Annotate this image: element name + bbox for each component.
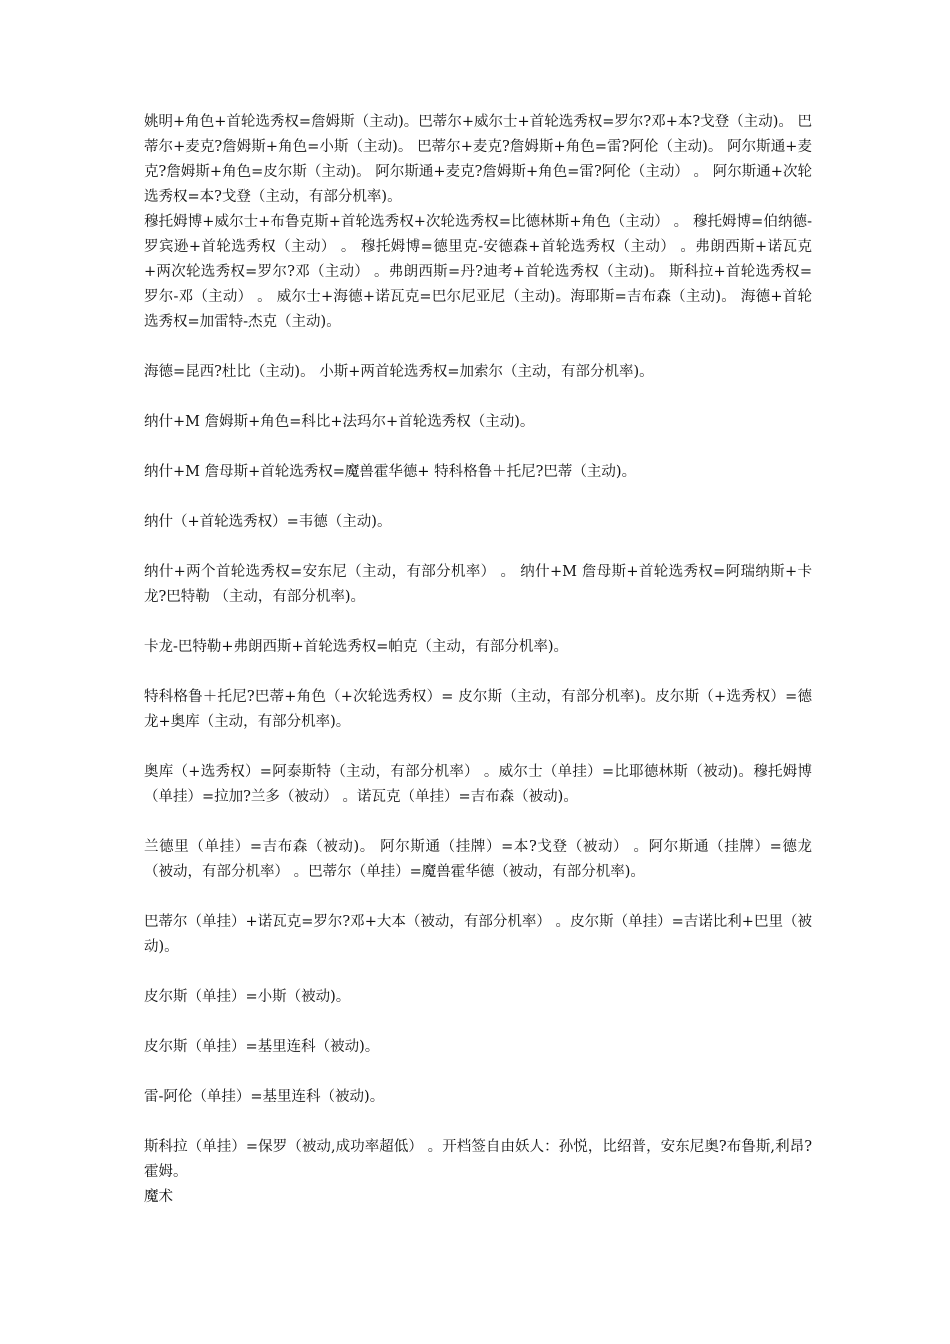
paragraph-6: 纳什（+首轮选秀权）=韦德（主动)。	[144, 514, 392, 530]
document-body	[144, 110, 812, 1210]
paragraph-14: 皮尔斯（单挂）=基里连科（被动)。	[144, 1039, 380, 1055]
paragraph-10: 奥库（+选秀权）=阿泰斯特（主动，有部分机率） 。威尔士（单挂）=比耶德林斯（被动)。穆托姆博（单挂）=拉加?兰多（被动） 。诺瓦克（单挂）=吉布森（被动)。	[144, 764, 812, 805]
paragraph-17: 魔术	[144, 1189, 173, 1205]
paragraph-8: 卡龙-巴特勒+弗朗西斯+首轮选秀权=帕克（主动，有部分机率)。	[144, 639, 569, 655]
paragraph-9: 特科格鲁＋托尼?巴蒂+角色（+次轮选秀权）= 皮尔斯（主动，有部分机率)。皮尔斯（+选秀权）=德龙+奥库（主动，有部分机率)。	[144, 689, 812, 730]
paragraph-4: 纳什+M 詹姆斯+角色=科比+法玛尔+首轮选秀权（主动)。	[144, 414, 535, 430]
paragraph-16: 斯科拉（单挂）=保罗（被动,成功率超低） 。开档签自由妖人：孙悦，比绍普，安东尼奥?布鲁斯,利昂?霍姆。	[144, 1139, 812, 1180]
paragraph-12: 巴蒂尔（单挂）+诺瓦克=罗尔?邓+大本（被动，有部分机率） 。皮尔斯（单挂）=吉诺比利+巴里（被动)。	[144, 914, 812, 955]
paragraph-2: 穆托姆博+威尔士+布鲁克斯+首轮选秀权+次轮选秀权=比德林斯+角色（主动） 。 穆托姆博=伯纳德-罗宾逊+首轮选秀权（主动） 。 穆托姆博=德里克-安德森+首轮选秀权（主动） 。弗朗西斯+诺瓦克+两次轮选秀权=罗尔?邓（主动） 。弗朗西斯=丹?迪考+首轮选秀权（主动)。 斯科拉+首轮选秀权=罗尔-邓（主动） 。 威尔士+海德+诺瓦克=巴尔尼亚尼（主动)。海耶斯=吉布森（主动)。 海德+首轮选秀权=加雷特-杰克（主动)。	[144, 214, 812, 330]
paragraph-1: 姚明+角色+首轮选秀权=詹姆斯（主动)。巴蒂尔+威尔士+首轮选秀权=罗尔?邓+本?戈登（主动)。 巴蒂尔+麦克?詹姆斯+角色=小斯（主动)。 巴蒂尔+麦克?詹姆斯+角色=雷?阿伦（主动)。 阿尔斯通+麦克?詹姆斯+角色=皮尔斯（主动)。 阿尔斯通+麦克?詹姆斯+角色=雷?阿伦（主动） 。 阿尔斯通+次轮选秀权=本?戈登（主动，有部分机率)。	[144, 114, 812, 205]
paragraph-11: 兰德里（单挂）=吉布森（被动)。 阿尔斯通（挂牌）=本?戈登（被动） 。阿尔斯通（挂牌）=德龙（被动，有部分机率） 。巴蒂尔（单挂）=魔兽霍华德（被动，有部分机率)。	[144, 839, 812, 880]
paragraph-7: 纳什+两个首轮选秀权=安东尼（主动，有部分机率） 。 纳什+M 詹母斯+首轮选秀权=阿瑞纳斯+卡龙?巴特勒 （主动，有部分机率)。	[144, 564, 812, 605]
paragraph-5: 纳什+M 詹母斯+首轮选秀权=魔兽霍华德+ 特科格鲁＋托尼?巴蒂（主动)。	[144, 464, 637, 480]
paragraph-3: 海德=昆西?杜比（主动)。 小斯+两首轮选秀权=加索尔（主动，有部分机率)。	[144, 364, 654, 380]
paragraph-15: 雷-阿伦（单挂）=基里连科（被动)。	[144, 1089, 385, 1105]
paragraph-13: 皮尔斯（单挂）=小斯（被动)。	[144, 989, 351, 1005]
